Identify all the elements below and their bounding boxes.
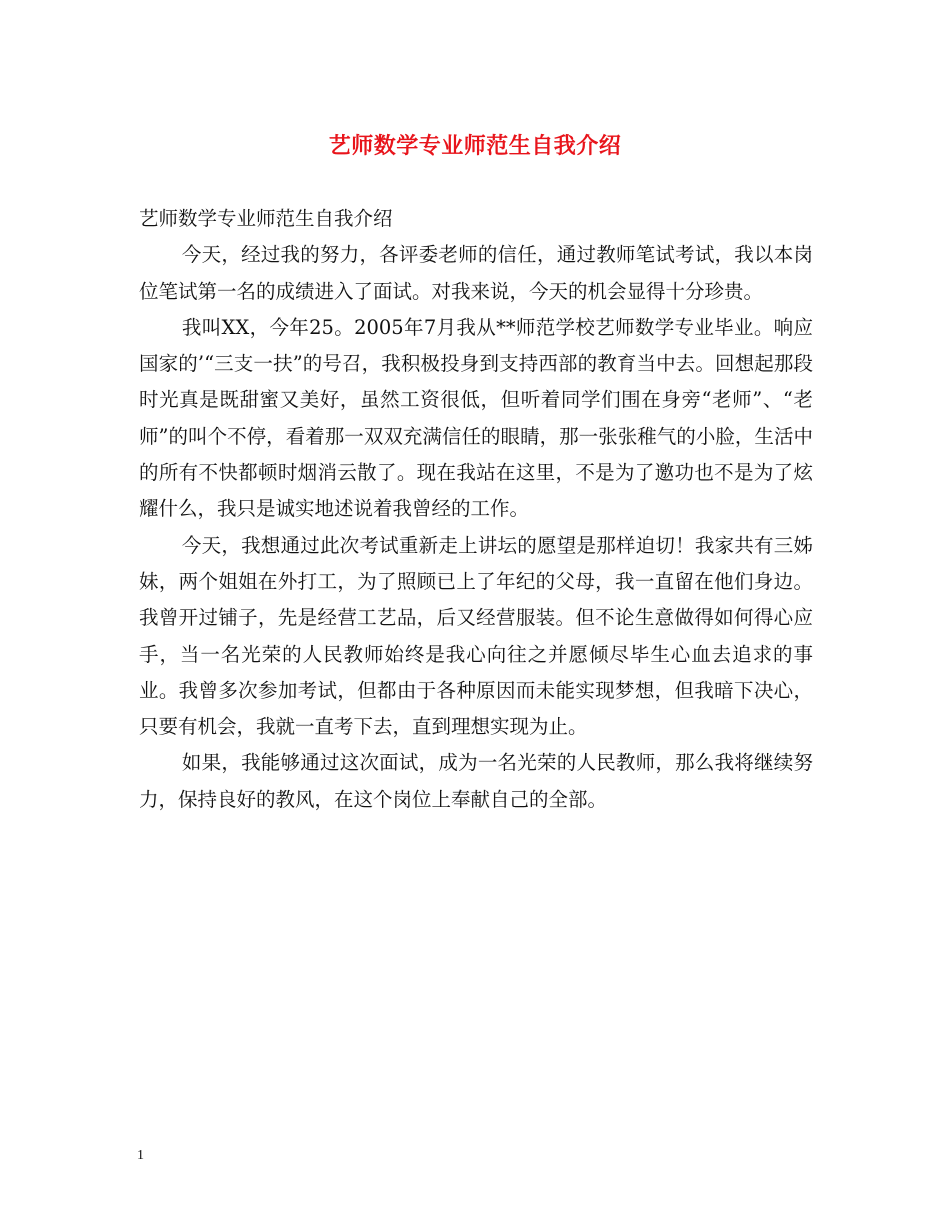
document-title: 艺师数学专业师范生自我介绍 bbox=[328, 134, 622, 159]
page-number: 1 bbox=[137, 1148, 144, 1163]
paragraph-2: 我叫XX，今年25。2005年7月我从**师范学校艺师数学专业毕业。响应国家的’“三支一扶”的号召，我积极投身到支持西部的教育当中去。回想起那段时光真是既甜蜜又美好，虽然工资很低，但听着同学们围在身旁“老师”、“老师”的叫个不停，看着那一双双充满信任的眼睛，那一张张稚气的小脸，生活中的所有不快都顿时烟消云散了。现在我站在这里，不是为了邀功也不是为了炫耀什么，我只是诚实地述说着我曾经的工作。 bbox=[139, 315, 813, 521]
document-subtitle: 艺师数学专业师范生自我介绍 bbox=[139, 207, 393, 230]
paragraph-3: 今天，我想通过此次考试重新走上讲坛的愿望是那样迫切！我家共有三姊妹，两个姐姐在外打工，为了照顾已上了年纪的父母，我一直留在他们身边。我曾开过铺子，先是经营工艺品，后又经营服装。但不论生意做得如何得心应手，当一名光荣的人民教师始终是我心向往之并愿倾尽毕生心血去追求的事业。我曾多次参加考试，但都由于各种原因而未能实现梦想，但我暗下决心，只要有机会，我就一直考下去，直到理想实现为止。 bbox=[139, 533, 813, 739]
document-body bbox=[139, 201, 813, 818]
paragraph-4: 如果，我能够通过这次面试，成为一名光荣的人民教师，那么我将继续努力，保持良好的教风，在这个岗位上奉献自己的全部。 bbox=[139, 751, 813, 811]
paragraph-1: 今天，经过我的努力，各评委老师的信任，通过教师笔试考试，我以本岗位笔试第一名的成绩进入了面试。对我来说，今天的机会显得十分珍贵。 bbox=[139, 243, 813, 303]
